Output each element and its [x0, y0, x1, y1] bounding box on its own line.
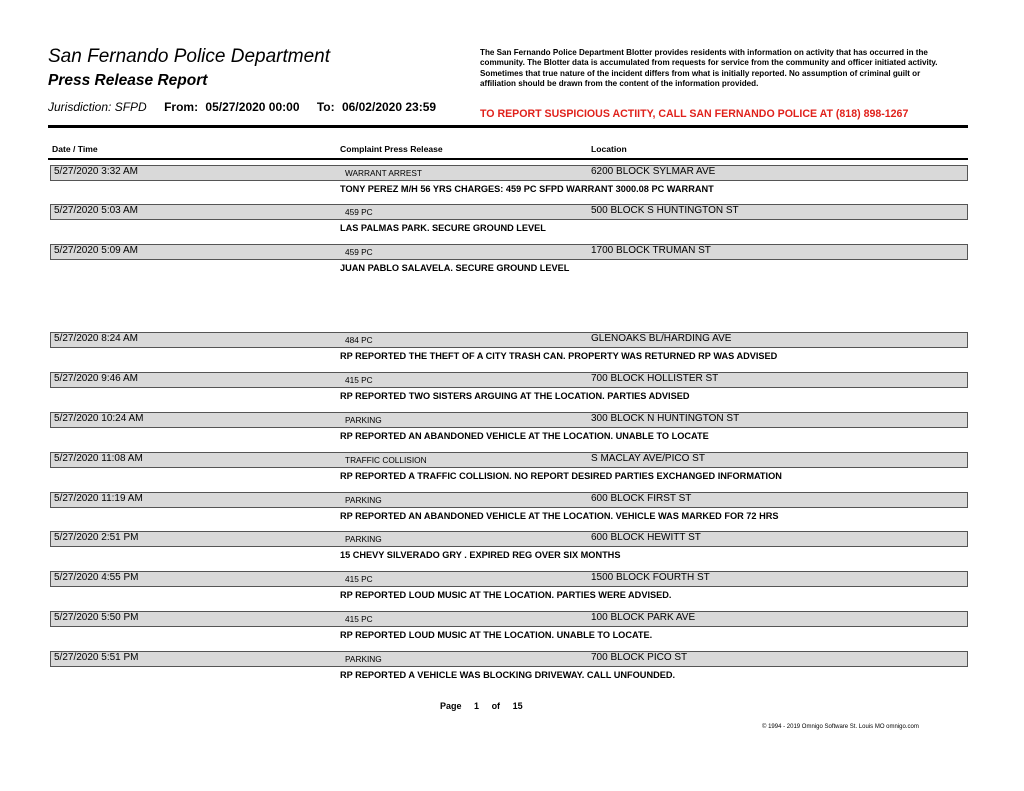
- record-datetime: 5/27/2020 9:46 AM: [54, 373, 138, 384]
- record-description: RP REPORTED LOUD MUSIC AT THE LOCATION. UNABLE TO LOCATE.: [340, 630, 653, 640]
- from-label: From:: [164, 100, 199, 114]
- page-label: Page: [440, 701, 462, 711]
- record-bar: [50, 531, 968, 547]
- header-rule: [48, 125, 968, 128]
- record-datetime: 5/27/2020 10:24 AM: [54, 413, 144, 424]
- record-location: 600 BLOCK FIRST ST: [591, 493, 692, 504]
- record-datetime: 5/27/2020 5:09 AM: [54, 245, 138, 256]
- record-complaint-type: PARKING: [345, 495, 382, 505]
- record-location: S MACLAY AVE/PICO ST: [591, 453, 705, 464]
- record-description: JUAN PABLO SALAVELA. SECURE GROUND LEVEL: [340, 263, 570, 273]
- record-location: 300 BLOCK N HUNTINGTON ST: [591, 413, 740, 424]
- record-location: 600 BLOCK HEWITT ST: [591, 532, 701, 543]
- column-header-complaint: Complaint Press Release: [340, 144, 443, 154]
- record-description: 15 CHEVY SILVERADO GRY . EXPIRED REG OVER SIX MONTHS: [340, 550, 621, 560]
- record-description: RP REPORTED AN ABANDONED VEHICLE AT THE LOCATION. UNABLE TO LOCATE: [340, 431, 709, 441]
- column-header-datetime: Date / Time: [52, 144, 98, 154]
- record-description: RP REPORTED LOUD MUSIC AT THE LOCATION. PARTIES WERE ADVISED.: [340, 590, 672, 600]
- record-bar: [50, 372, 968, 388]
- record-bar: [50, 611, 968, 627]
- record-location: 100 BLOCK PARK AVE: [591, 612, 696, 623]
- record-datetime: 5/27/2020 3:32 AM: [54, 166, 138, 177]
- report-subtitle: Press Release Report: [48, 72, 208, 89]
- record-complaint-type: 415 PC: [345, 574, 373, 584]
- record-description: LAS PALMAS PARK. SECURE GROUND LEVEL: [340, 223, 546, 233]
- record-description: RP REPORTED TWO SISTERS ARGUING AT THE LOCATION. PARTIES ADVISED: [340, 391, 690, 401]
- record-description: RP REPORTED THE THEFT OF A CITY TRASH CAN. PROPERTY WAS RETURNED RP WAS ADVISED: [340, 351, 778, 361]
- department-title: San Fernando Police Department: [48, 46, 330, 67]
- record-datetime: 5/27/2020 2:51 PM: [54, 532, 139, 543]
- record-bar: [50, 412, 968, 428]
- record-datetime: 5/27/2020 5:50 PM: [54, 612, 139, 623]
- record-bar: [50, 332, 968, 348]
- page-indicator: [440, 701, 533, 711]
- page-of-label: of: [491, 701, 501, 711]
- record-complaint-type: 415 PC: [345, 375, 373, 385]
- record-datetime: 5/27/2020 5:03 AM: [54, 205, 138, 216]
- record-location: 1500 BLOCK FOURTH ST: [591, 572, 710, 583]
- record-bar: [50, 492, 968, 508]
- record-description: TONY PEREZ M/H 56 YRS CHARGES: 459 PC SFPD WARRANT 3000.08 PC WARRANT: [340, 184, 714, 194]
- record-complaint-type: 459 PC: [345, 247, 373, 257]
- record-complaint-type: 484 PC: [345, 335, 373, 345]
- record-location: GLENOAKS BL/HARDING AVE: [591, 333, 732, 344]
- record-complaint-type: WARRANT ARREST: [345, 168, 422, 178]
- record-complaint-type: PARKING: [345, 654, 382, 664]
- record-description: RP REPORTED A TRAFFIC COLLISION. NO REPORT DESIRED PARTIES EXCHANGED INFORMATION: [340, 471, 782, 481]
- jurisdiction-line: [48, 100, 450, 114]
- page-total: 15: [512, 701, 523, 711]
- record-location: 700 BLOCK PICO ST: [591, 652, 688, 663]
- record-complaint-type: PARKING: [345, 415, 382, 425]
- column-header-location: Location: [591, 144, 627, 154]
- record-datetime: 5/27/2020 8:24 AM: [54, 333, 138, 344]
- record-complaint-type: 415 PC: [345, 614, 373, 624]
- record-location: 1700 BLOCK TRUMAN ST: [591, 245, 711, 256]
- page-number: 1: [474, 701, 480, 711]
- blotter-disclaimer: [480, 48, 958, 90]
- record-location: 6200 BLOCK SYLMAR AVE: [591, 166, 716, 177]
- column-header-rule: [48, 158, 968, 160]
- record-datetime: 5/27/2020 4:55 PM: [54, 572, 139, 583]
- report-suspicious-line: TO REPORT SUSPICIOUS ACTIITY, CALL SAN FERNANDO POLICE AT (818) 898-1267: [480, 108, 909, 120]
- record-bar: [50, 165, 968, 181]
- copyright-notice: © 1994 - 2019 Omnigo Software St. Louis MO omnigo.com: [762, 724, 919, 730]
- record-description: RP REPORTED A VEHICLE WAS BLOCKING DRIVEWAY. CALL UNFOUNDED.: [340, 670, 676, 680]
- jurisdiction-label: Jurisdiction:: [48, 100, 112, 114]
- to-label: To:: [316, 100, 335, 114]
- to-value: 06/02/2020 23:59: [341, 100, 437, 114]
- record-datetime: 5/27/2020 11:08 AM: [54, 453, 143, 464]
- record-location: 700 BLOCK HOLLISTER ST: [591, 373, 719, 384]
- record-bar: [50, 452, 968, 468]
- jurisdiction-value: SFPD: [114, 100, 147, 114]
- record-complaint-type: PARKING: [345, 534, 382, 544]
- record-datetime: 5/27/2020 5:51 PM: [54, 652, 139, 663]
- record-complaint-type: TRAFFIC COLLISION: [345, 455, 427, 465]
- record-location: 500 BLOCK S HUNTINGTON ST: [591, 205, 739, 216]
- disclaimer-text: The San Fernando Police Department Blotter provides residents with information on activity that has occurred in the community. The Blotter data is accumulated from requests for service from the community and officer initiated activity. Sometimes that true nature of the incident differs from what is initially reported. No assumption of criminal guilt or affiliation should be drawn from the content of the information provided.: [480, 48, 938, 89]
- record-bar: [50, 204, 968, 220]
- record-complaint-type: 459 PC: [345, 207, 373, 217]
- record-bar: [50, 244, 968, 260]
- record-description: RP REPORTED AN ABANDONED VEHICLE AT THE LOCATION. VEHICLE WAS MARKED FOR 72 HRS: [340, 511, 779, 521]
- from-value: 05/27/2020 00:00: [205, 100, 300, 114]
- record-datetime: 5/27/2020 11:19 AM: [54, 493, 143, 504]
- record-bar: [50, 571, 968, 587]
- record-bar: [50, 651, 968, 667]
